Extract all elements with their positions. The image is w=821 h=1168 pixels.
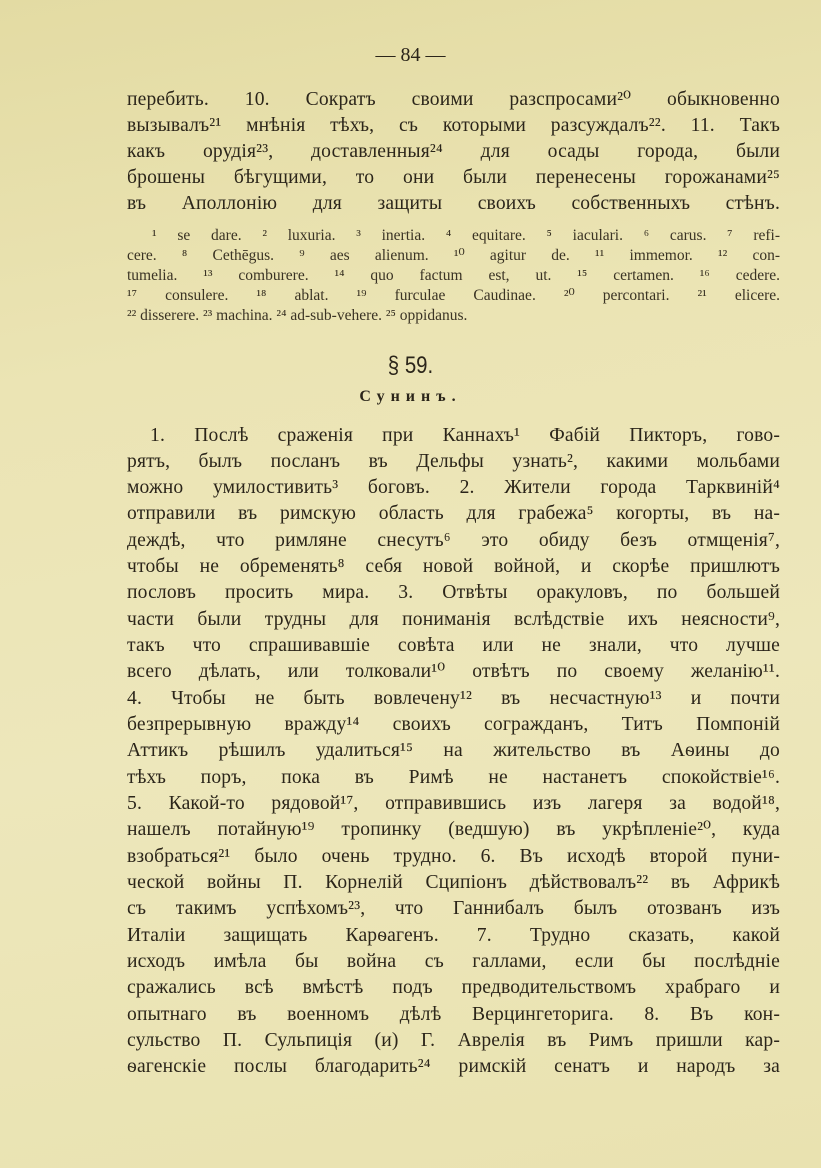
footnote-line: ¹⁷ consulere. ¹⁸ ablat. ¹⁹ furculae Caudinae. ²⁰ percontari. ²¹ elicere. <box>127 287 780 304</box>
text-line: тѣхъ поръ, пока въ Римѣ не настанетъ спокойствіе¹⁶. <box>127 767 780 788</box>
text-line: вызывалъ²¹ мнѣнія тѣхъ, съ которыми разсуждалъ²². 11. Такъ <box>127 115 780 136</box>
footnote-line: ²² disserere. ²³ machina. ²⁴ ad-sub-vehere. ²⁵ oppidanus. <box>127 307 468 324</box>
text-line: части были трудны для пониманія вслѣдствіе ихъ неясности⁹, <box>127 609 780 630</box>
text-line: въ Аполлонію для защиты своихъ собственныхъ стѣнъ. <box>127 193 780 214</box>
text-line: сражались всѣ вмѣстѣ подъ предводительствомъ храбраго и <box>127 977 780 998</box>
text-line: сульство П. Сульпиція (и) Г. Аврелія въ Римъ пришли кар- <box>127 1030 780 1051</box>
text-line: пословъ просить мира. 3. Отвѣты оракуловъ, по большей <box>127 582 780 603</box>
text-line: нашелъ потайную¹⁹ тропинку (ведшую) въ укрѣпленіе²⁰, куда <box>127 819 780 840</box>
text-line: 5. Какой-то рядовой¹⁷, отправившись изъ лагеря за водой¹⁸, <box>127 793 780 814</box>
text-line: взобраться²¹ было очень трудно. 6. Въ исходѣ второй пуни- <box>127 846 780 867</box>
text-line: перебить. 10. Сократъ своими разспросами²⁰ обыкновенно <box>127 89 780 110</box>
footnote-line: ¹ se dare. ² luxuria. ³ inertia. ⁴ equitare. ⁵ iaculari. ⁶ carus. ⁷ refi- <box>152 227 780 244</box>
text-line: брошены бѣгущими, то они были перенесены горожанами²⁵ <box>127 167 780 188</box>
text-line: опытнаго въ военномъ дѣлѣ Верцингеторига. 8. Въ кон- <box>127 1004 780 1025</box>
text-line: исходъ имѣла бы война съ галлами, если бы послѣдніе <box>127 951 780 972</box>
text-line: деждѣ, что римляне снесутъ⁶ это обиду безъ отмщенія⁷, <box>127 530 780 551</box>
text-line: рятъ, былъ посланъ въ Дельфы узнать², какими мольбами <box>127 451 780 472</box>
text-line: ѳагенскіе послы благодарить²⁴ римскій сенатъ и народъ за <box>127 1056 780 1077</box>
text-line: Италіи защищать Карѳагенъ. 7. Трудно сказать, какой <box>127 925 780 946</box>
text-line: безпрерывную вражду¹⁴ своихъ согражданъ, Титъ Помпоній <box>127 714 780 735</box>
text-line: всего дѣлать, или толковали¹⁰ отвѣтъ по своему желанію¹¹. <box>127 661 780 682</box>
text-line: отправили въ римскую область для грабежа⁵ когорты, въ на- <box>127 503 780 524</box>
text-line: какъ орудія²³, доставленныя²⁴ для осады города, были <box>127 141 780 162</box>
footnote-line: cere. ⁸ Cethēgus. ⁹ aes alienum. ¹⁰ agitur de. ¹¹ immemor. ¹² con- <box>127 247 780 264</box>
text-line: такъ что спрашивавшіе совѣта или не знали, что лучше <box>127 635 780 656</box>
footnote-line: tumelia. ¹³ comburere. ¹⁴ quo factum est, ut. ¹⁵ certamen. ¹⁶ cedere. <box>127 267 780 284</box>
section-number: § 59. <box>387 352 434 379</box>
page-number-header: — 84 — <box>375 44 446 66</box>
text-line: ческой войны П. Корнелій Сципіонъ дѣйствовалъ²² въ Африкѣ <box>127 872 780 893</box>
text-line: 1. Послѣ сраженія при Каннахъ¹ Фабій Пикторъ, гово- <box>150 425 780 446</box>
section-title: Сунинъ. <box>359 388 462 405</box>
text-line: съ такимъ успѣхомъ²³, что Ганнибалъ былъ отозванъ изъ <box>127 898 780 919</box>
text-line: 4. Чтобы не быть вовлечену¹² въ несчастную¹³ и почти <box>127 688 780 709</box>
text-line: можно умилостивить³ боговъ. 2. Жители города Тарквиній⁴ <box>127 477 780 498</box>
text-line: Аттикъ рѣшилъ удалиться¹⁵ на жительство въ Аѳины до <box>127 740 780 761</box>
text-line: чтобы не обременять⁸ себя новой войной, и скорѣе пришлютъ <box>127 556 780 577</box>
